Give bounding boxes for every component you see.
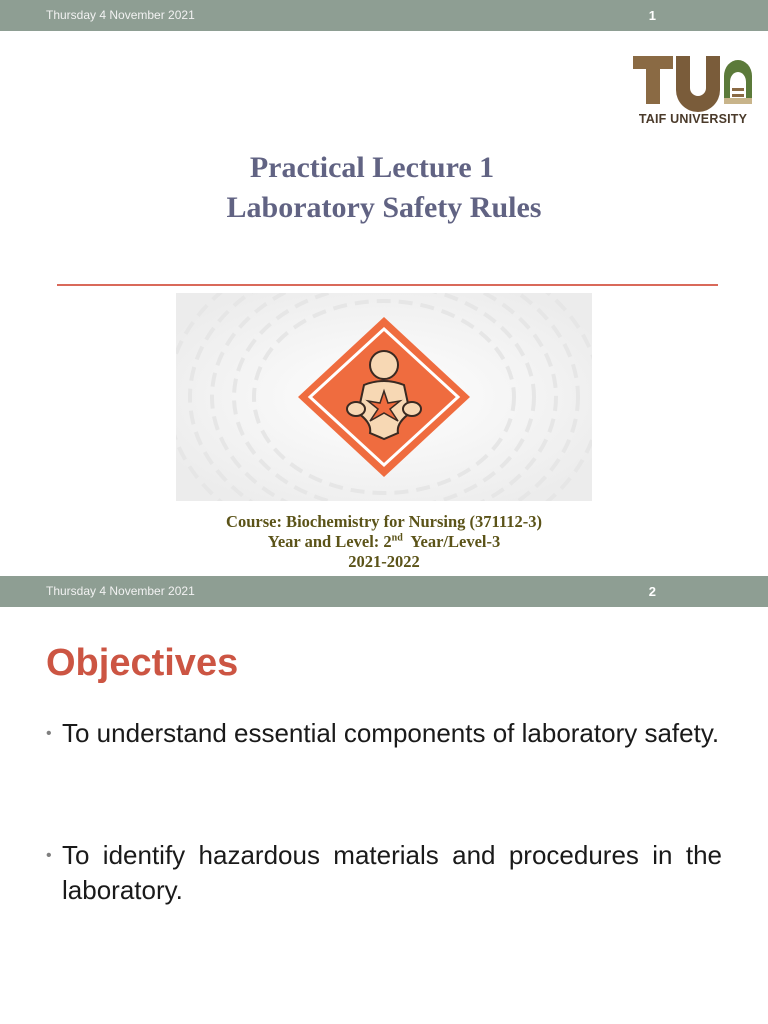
slide-header-bar: [0, 576, 768, 607]
bullet-dot-icon: •: [46, 725, 52, 742]
course-line-1: Course: Biochemistry for Nursing (371112-3): [226, 512, 542, 531]
objectives-title: Objectives: [46, 642, 239, 684]
course-info: [0, 512, 768, 572]
tu-logo-icon: [628, 48, 756, 112]
hazard-illustration: [176, 293, 592, 501]
taif-university-logo: [628, 48, 756, 136]
lecture-title: [0, 148, 768, 228]
bullet-text: To identify hazardous materials and procedures in the laboratory.: [62, 840, 722, 905]
objective-bullet-1: [46, 716, 722, 751]
course-line-2: [0, 532, 768, 552]
slide-number: 1: [648, 8, 656, 23]
course-line-2-sup: nd: [391, 532, 403, 544]
health-hazard-diamond-icon: [176, 293, 592, 501]
objective-bullet-2: [46, 838, 722, 908]
course-line-3: 2021-2022: [348, 552, 420, 571]
title-line-1: Practical Lecture 1: [249, 151, 495, 184]
slide-2: [0, 576, 768, 1024]
slide-number: 2: [648, 584, 656, 599]
slide-date: Thursday 4 November 2021: [46, 584, 195, 598]
course-line-2-suffix: Year/Level-3: [402, 532, 501, 551]
title-divider: [57, 284, 718, 286]
slide-header-bar: [0, 0, 768, 31]
logo-caption: TAIF UNIVERSITY: [638, 112, 748, 126]
bullet-dot-icon: •: [46, 847, 52, 864]
slide-date: Thursday 4 November 2021: [46, 8, 195, 22]
bullet-text: To understand essential components of laboratory safety.: [62, 718, 720, 748]
course-line-2-prefix: Year and Level: 2: [267, 532, 392, 551]
title-line-2: Laboratory Safety Rules: [226, 191, 542, 224]
